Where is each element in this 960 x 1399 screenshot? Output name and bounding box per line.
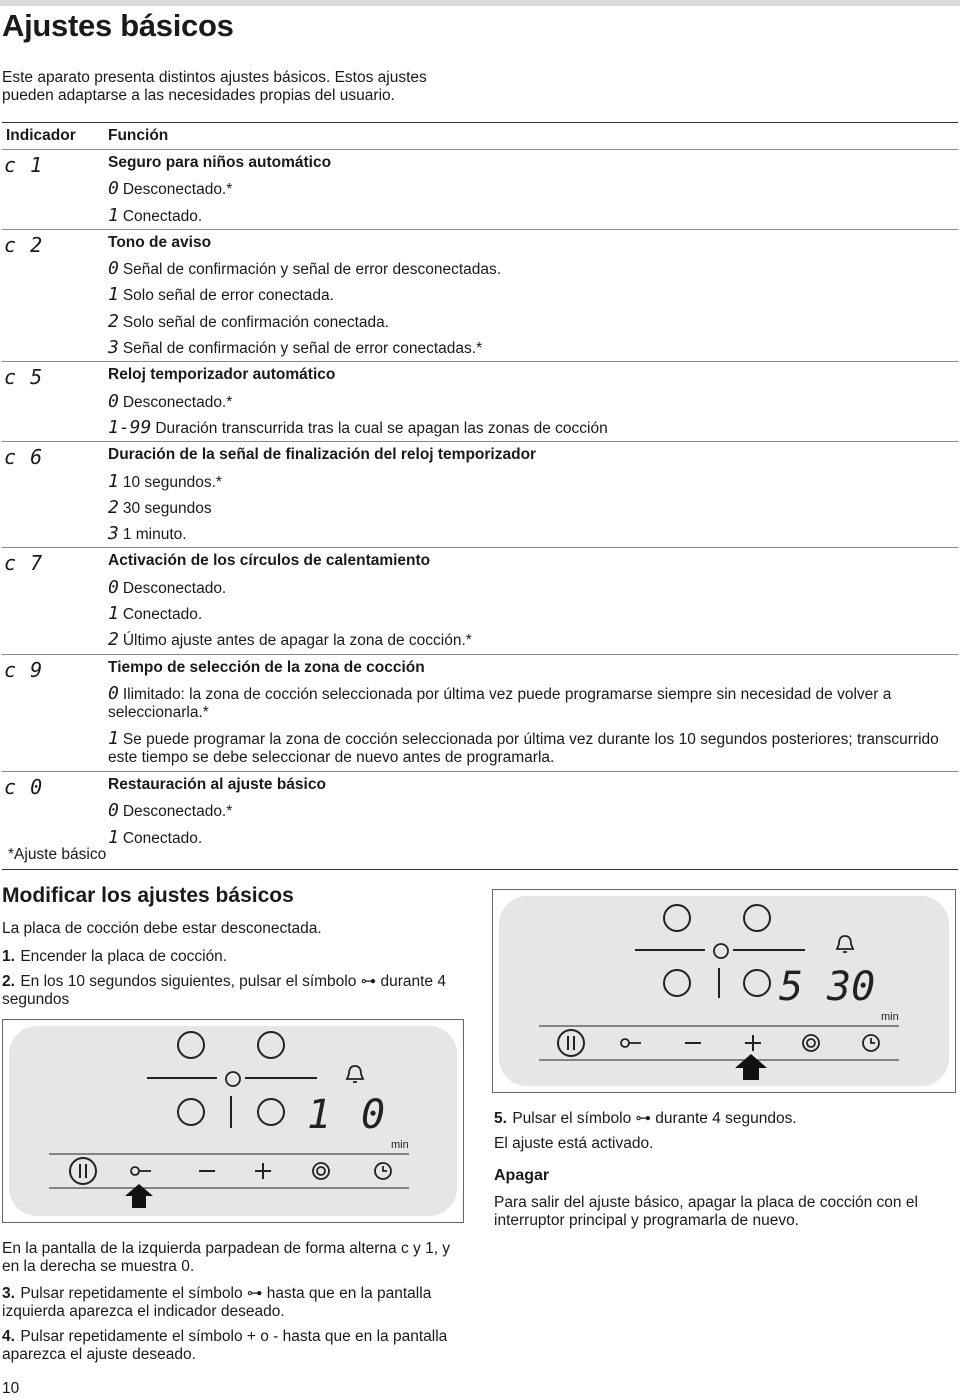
option-line [108, 176, 958, 202]
option-code: 1 [108, 284, 119, 306]
option-code: 2 [108, 310, 119, 332]
option-code: 0 [108, 800, 119, 822]
header-indicator: Indicador [6, 127, 76, 144]
step-3: 3. Pulsar repetidamente el símbolo ⊶ hasta que en la pantalla izquierda aparezca el indicador deseado. [2, 1285, 432, 1320]
table-row [2, 149, 958, 229]
page-number: 10 [2, 1380, 20, 1397]
function-title: Duración de la señal de finalización del reloj temporizador [108, 446, 537, 464]
option-code: 1 [108, 603, 119, 625]
option-code: 2 [108, 496, 119, 518]
table-header [2, 122, 958, 149]
option-text: Desconectado.* [122, 181, 233, 199]
option-line [108, 681, 958, 726]
option-code: 1-99 [108, 416, 152, 438]
step-5: 5. Pulsar el símbolo ⊶ durante 4 segundos. [494, 1110, 797, 1127]
table-row [2, 441, 958, 547]
power-icon [70, 1158, 96, 1184]
option-line [108, 601, 958, 627]
option-text: Último ajuste antes de apagar la zona de cocción.* [122, 632, 472, 650]
option-code: 1 [108, 204, 119, 226]
display-left: 5 [779, 964, 804, 1010]
unit-label: min [391, 1139, 409, 1151]
key-icon [621, 1039, 629, 1047]
option-text: Conectado. [122, 606, 203, 624]
zone-icon [744, 970, 770, 996]
option-text: Desconectado.* [122, 803, 233, 821]
page-title: Ajustes básicos [2, 8, 234, 43]
control-panel-diagram [9, 1026, 455, 1214]
zone-icon [258, 1032, 284, 1058]
option-code: 3 [108, 337, 119, 359]
function-title: Tiempo de selección de la zona de cocción [108, 658, 425, 676]
option-code: 0 [108, 258, 119, 280]
indicator-code: c 5 [4, 365, 44, 390]
option-code: 0 [108, 576, 119, 598]
option-text: Desconectado.* [122, 393, 233, 411]
section-heading: Modificar los ajustes básicos [2, 884, 294, 907]
option-text: Desconectado. [122, 579, 227, 597]
option-text: 10 segundos.* [122, 473, 222, 491]
bell-icon [837, 936, 853, 952]
option-line [108, 203, 958, 229]
step-1: 1. Encender la placa de cocción. [2, 948, 228, 965]
activated-text: El ajuste está activado. [494, 1135, 654, 1152]
table-row [2, 771, 958, 851]
timer-icon [714, 944, 728, 958]
option-text: Solo señal de confirmación conectada. [122, 313, 390, 331]
off-text: Para salir del ajuste básico, apagar la placa de cocción con el interruptor principal y programarla de nuevo. [494, 1194, 918, 1229]
indicator-code: c 9 [4, 657, 44, 682]
option-line [108, 469, 958, 495]
zone-icon [178, 1099, 204, 1125]
table-body [2, 149, 958, 851]
option-line [108, 798, 958, 824]
option-code: 2 [108, 629, 119, 651]
display-left: 1 [307, 1092, 332, 1138]
step-4: 4. Pulsar repetidamente el símbolo + o - hasta que en la pantalla aparezca el ajuste deseado. [2, 1328, 448, 1363]
option-text: 1 minuto. [122, 526, 187, 544]
option-text: Señal de confirmación y señal de error desconectadas. [122, 261, 502, 279]
zone-icon [664, 905, 690, 931]
settings-table [2, 122, 958, 851]
indicator-code: c 1 [4, 153, 44, 177]
zone-icon [744, 905, 770, 931]
option-line [108, 282, 958, 308]
table-row [2, 654, 958, 771]
option-text: Duración transcurrida tras la cual se apagan las zonas de cocción [155, 419, 608, 437]
indicator-code: c 6 [4, 445, 44, 470]
option-text: Ilimitado: la zona de cocción seleccionada por última vez puede programarse siempre sin necesidad de volver a seleccionarla.* [108, 685, 892, 721]
option-line [108, 256, 958, 282]
option-line [108, 389, 958, 415]
option-line [108, 726, 958, 771]
indicator-code: c 7 [4, 551, 44, 576]
option-code: 1 [108, 727, 119, 749]
power-icon [558, 1030, 584, 1056]
option-text: Se puede programar la zona de cocción seleccionada por última vez durante los 10 segundos posteriores; transcurrido este tiempo se debe seleccionar de nuevo antes de programarla. [108, 730, 939, 766]
table-bottom-rule [2, 869, 958, 870]
option-line [108, 309, 958, 335]
option-text: Solo señal de error conectada. [122, 287, 334, 305]
off-heading: Apagar [494, 1167, 550, 1184]
option-text: Conectado. [122, 829, 203, 847]
display-right: 0 [361, 1092, 386, 1138]
option-code: 3 [108, 523, 119, 545]
cooktop-panel-left [2, 1019, 464, 1223]
function-title: Restauración al ajuste básico [108, 775, 326, 793]
table-row [2, 229, 958, 361]
zone-icon [664, 970, 690, 996]
indicator-code: c 2 [4, 232, 44, 257]
zone-icon [178, 1032, 204, 1058]
sensor-icon [313, 1163, 329, 1179]
option-line [108, 627, 958, 653]
option-code: 1 [108, 826, 119, 848]
header-function: Función [108, 127, 169, 144]
option-text: Conectado. [122, 207, 203, 225]
function-title: Tono de aviso [108, 233, 212, 251]
footnote: *Ajuste básico [8, 846, 107, 863]
key-icon [131, 1167, 139, 1175]
step-2: 2. En los 10 segundos siguientes, pulsar el símbolo ⊶ durante 4 segundos [2, 973, 446, 1008]
option-code: 0 [108, 390, 119, 412]
option-line [108, 521, 958, 547]
precondition-text: La placa de cocción debe estar desconectada. [2, 920, 322, 937]
unit-label: min [881, 1011, 899, 1023]
option-code: 0 [108, 178, 119, 200]
timer-icon [226, 1072, 240, 1086]
intro-text: Este aparato presenta distintos ajustes básicos. Estos ajustes pueden adaptarse a las necesidades propias del usuario. [2, 69, 427, 104]
table-row [2, 361, 958, 441]
table-row [2, 547, 958, 653]
option-line [108, 825, 958, 851]
option-line [108, 575, 958, 601]
top-rule [0, 0, 960, 6]
option-line [108, 495, 958, 521]
sensor-icon [803, 1035, 819, 1051]
option-code: 1 [108, 470, 119, 492]
function-title: Activación de los círculos de calentamiento [108, 552, 431, 570]
option-text: 30 segundos [122, 499, 212, 517]
option-code: 0 [108, 682, 119, 704]
bell-icon [347, 1066, 363, 1082]
control-panel-diagram [499, 896, 947, 1084]
press-arrow-icon [735, 1054, 767, 1080]
display-note: En la pantalla de la izquierda parpadean de forma alterna c y 1, y en la derecha se muestra 0. [2, 1240, 451, 1275]
option-line [108, 335, 958, 361]
option-text: Señal de confirmación y señal de error conectadas.* [122, 340, 483, 358]
indicator-code: c 0 [4, 774, 44, 799]
function-title: Seguro para niños automático [108, 154, 332, 171]
zone-icon [258, 1099, 284, 1125]
option-line [108, 415, 958, 441]
cooktop-panel-right [492, 889, 956, 1093]
function-title: Reloj temporizador automático [108, 366, 336, 384]
display-right: 30 [827, 964, 876, 1010]
